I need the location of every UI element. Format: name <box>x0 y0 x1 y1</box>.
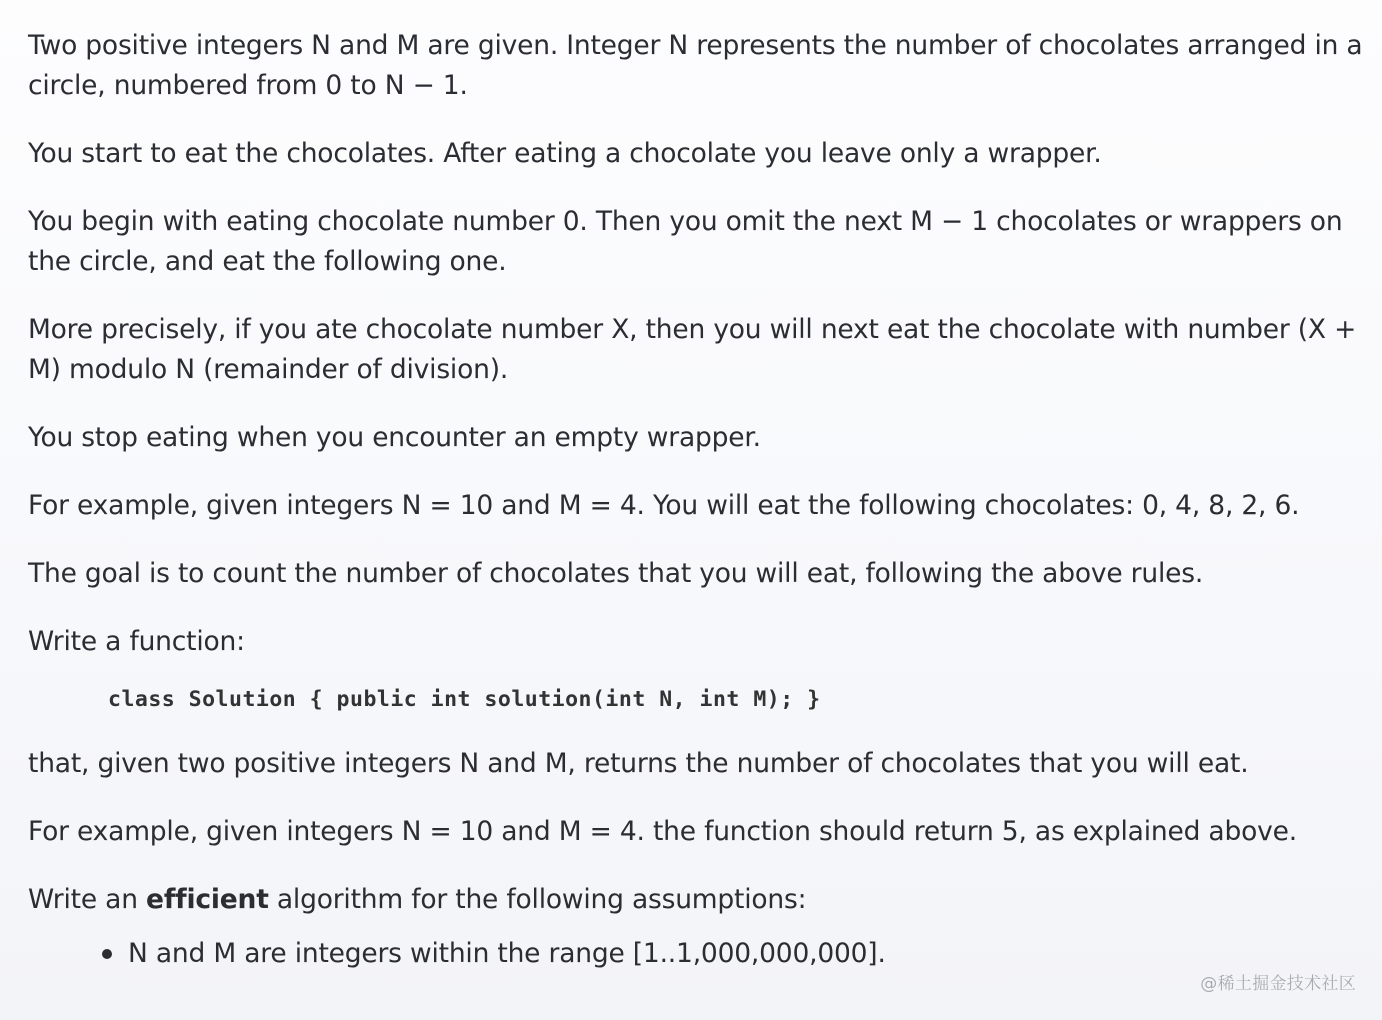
code-signature: class Solution { public int solution(int N, int M); } <box>108 687 821 712</box>
watermark: @稀土掘金技术社区 <box>1200 974 1356 994</box>
paragraph-write-function: Write a function: <box>28 626 245 657</box>
problem-statement <box>28 26 1368 974</box>
paragraph-omit-rule: You begin with eating chocolate number 0. Then you omit the next M − 1 chocolates or wrappers on the circle, and eat the following one. <box>28 206 1343 277</box>
paragraph-modulo-rule: More precisely, if you ate chocolate number X, then you will next eat the chocolate with number (X + M) modulo N (remainder of division). <box>28 314 1357 385</box>
paragraph-efficiency <box>28 880 1368 920</box>
assumptions-list <box>28 934 1368 974</box>
paragraph-example-sequence: For example, given integers N = 10 and M = 4. You will eat the following chocolates: 0, 4, 8, 2, 6. <box>28 490 1300 521</box>
paragraph-stop-rule: You stop eating when you encounter an empty wrapper. <box>28 422 761 453</box>
paragraph-start-eating: You start to eat the chocolates. After eating a chocolate you leave only a wrapper. <box>28 138 1102 169</box>
efficiency-suffix: algorithm for the following assumptions: <box>268 884 807 915</box>
paragraph-intro: Two positive integers N and M are given. Integer N represents the number of chocolates arranged in a circle, numbered from 0 to N − 1. <box>28 30 1363 101</box>
assumption-text: N and M are integers within the range [1..1,000,000,000]. <box>128 938 886 969</box>
paragraph-goal: The goal is to count the number of chocolates that you will eat, following the above rules. <box>28 558 1204 589</box>
efficiency-prefix: Write an <box>28 884 147 915</box>
bullet-icon <box>102 949 112 959</box>
list-item <box>102 934 1368 974</box>
efficiency-bold: efficient <box>146 884 269 915</box>
paragraph-example-return: For example, given integers N = 10 and M = 4. the function should return 5, as explained above. <box>28 816 1297 847</box>
paragraph-returns: that, given two positive integers N and M, returns the number of chocolates that you will eat. <box>28 748 1249 779</box>
